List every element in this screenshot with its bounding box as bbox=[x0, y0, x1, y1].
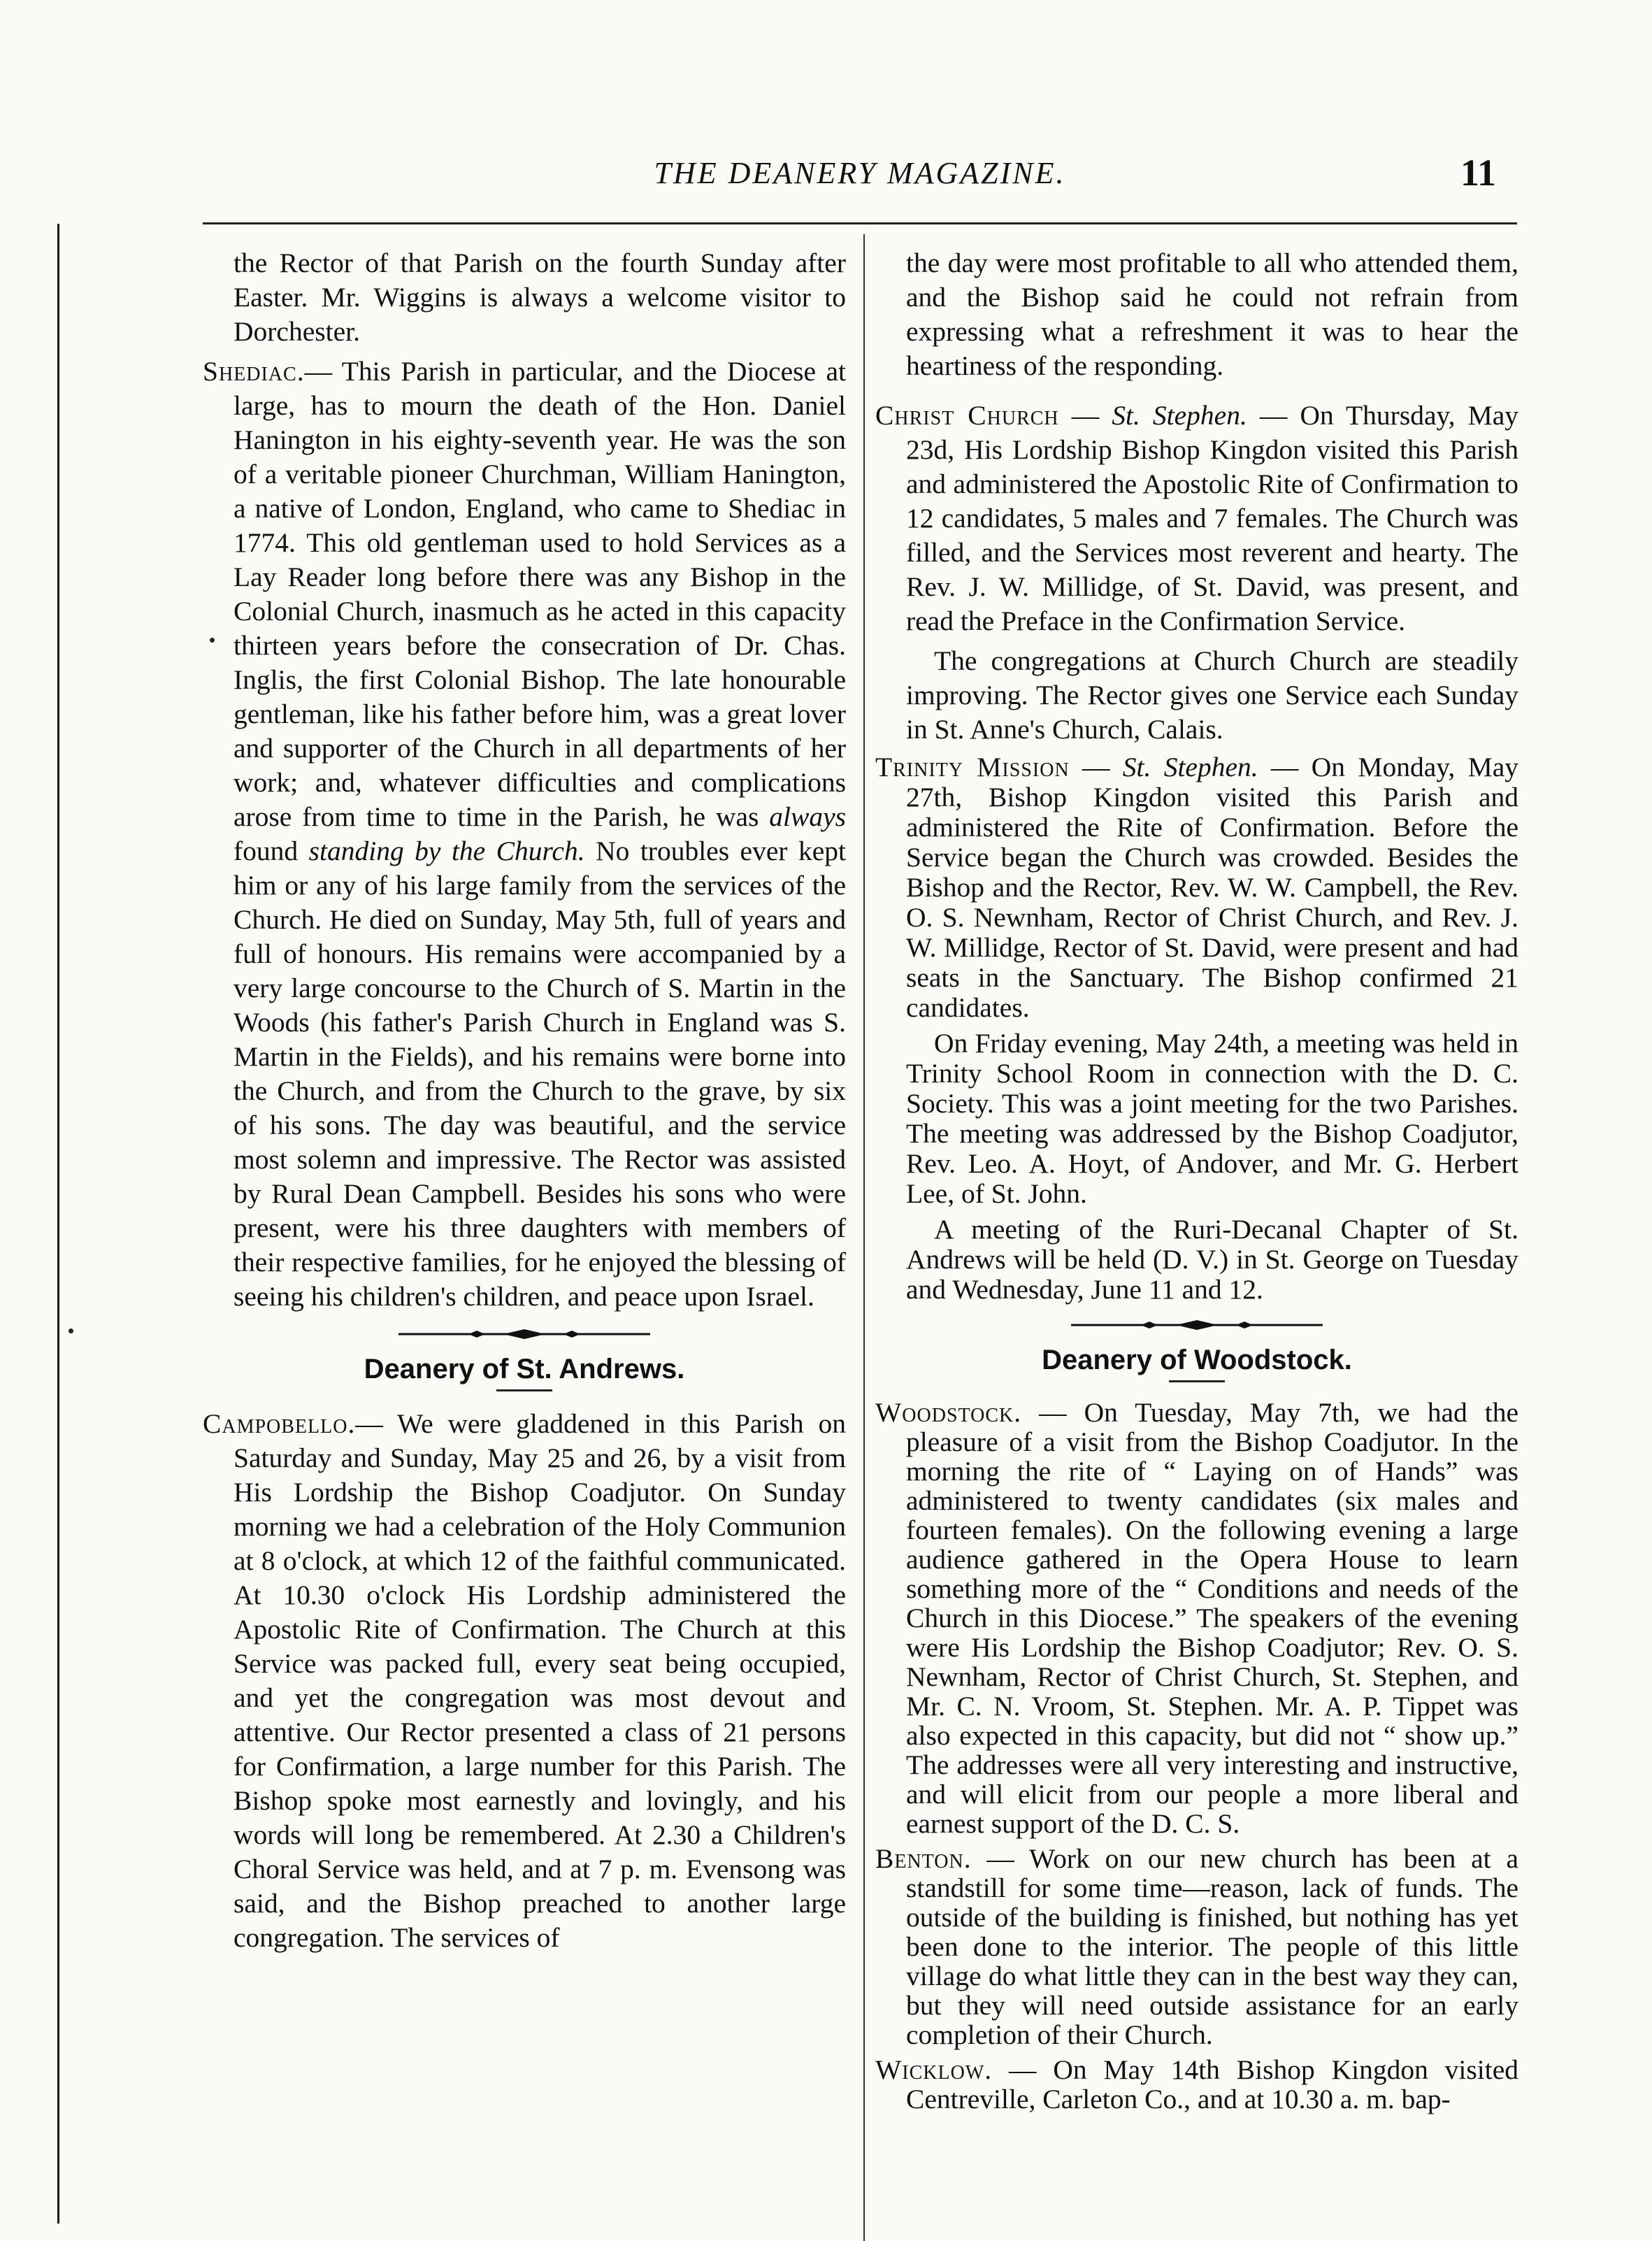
margin-speck bbox=[69, 1329, 73, 1333]
campobello-text: — We were gladdened in this Parish on Saturday and Sunday, May 25 and 26, by a visit from His Lordship the Bishop Coadjutor. On Sunday morning we had a celebration of the Holy Communion at 8 o'clock, at which 12 of the faithful communicated. At 10.30 o'clock His Lordship administered the Apostolic Rite of Confirmation. The Church at this Service was packed full, every seat being occupied, and yet the congregation was most devout and attentive. Our Rector presented a class of 21 persons for Confirmation, a large number for this Parish. The Bishop spoke most earnestly and lovingly, and his words will long be remembered. At 2.30 a Children's Choral Service was held, and at 7 p. m. Evensong was said, and the Bishop preached to another large congregation. The services of bbox=[234, 1408, 846, 1953]
paragraph-christ-church-2: The congregations at Church Church are steadily improving. The Rector gives one Service each Sunday in St. Anne's Church, Calais. bbox=[906, 645, 1518, 745]
benton-text: — Work on our new church has been at a standstill for some time—reason, lack of funds. The outside of the building is finished, but nothing has yet been done to the interior. The people of this little village do what little they can in the best way they can, but they will need outside assistance for an early completion of their Church. bbox=[906, 1843, 1518, 2050]
paragraph-chapter-meeting: A meeting of the Ruri-Decanal Chapter of St. Andrews will be held (D. V.) in St. George on Tuesday and Wednesday, June 11 and 12. bbox=[906, 1214, 1518, 1305]
paragraph-friday-meeting: On Friday evening, May 24th, a meeting was held in Trinity School Room in connection with the D. C. Society. This was a joint meeting for the two Parishes. The meeting was addressed by the Bishop Coadjutor, Rev. Leo. A. Hoyt, of Andover, and Mr. G. Herbert Lee, of St. John. bbox=[906, 1028, 1518, 1209]
heading-underline bbox=[496, 1389, 552, 1391]
shediac-text-1: — This Parish in particular, and the Diocese at large, has to mourn the death of the Hon. Daniel Hanington in his eighty-seventh year. He was the son of a veritable pioneer Churchman, William Hanington, a native of London, England, who came to Shediac in 1774. This old gentleman used to hold Services as a Lay Reader long before there was any Bishop in the Colonial Church, inasmuch as he acted in this capacity thirteen years before the consecration of Dr. Chas. Inglis, the first Colonial Bishop. The late honourable gentleman, like his father before him, was a great lover and supporter of the Church in all departments of her work; and, whatever difficulties and complications arose from time to time in the Parish, he was bbox=[234, 356, 846, 832]
trinity-text: — On Monday, May 27th, Bishop Kingdon visited this Parish and administered the Rite of Confirmation. Before the Service began the Church was crowded. Besides the Bishop and the Rector, Rev. W. W. Campbell, the Rev. O. S. Newnham, Rector of Christ Church, and Rev. J. W. Millidge, Rector of St. David, were present and had seats in the Sanctuary. The Bishop confirmed 21 candidates. bbox=[906, 752, 1519, 1023]
page-number: 11 bbox=[1460, 152, 1496, 194]
dash: — bbox=[1058, 400, 1112, 431]
shediac-emphasis-standing: standing by the Church. bbox=[308, 836, 585, 866]
christ-church-text: — On Thursday, May 23d, His Lordship Bishop Kingdon visited this Parish and administered the Apostolic Rite of Confirmation to 12 candidates, 5 males and 7 females. The Church was filled, and the Services most reverent and hearty. The Rev. J. W. Millidge, of St. David, was present, and read the Preface in the Confirmation Service. bbox=[906, 400, 1519, 636]
right-column bbox=[875, 246, 1518, 2119]
paragraph-benton bbox=[875, 1844, 1518, 2049]
paragraph-campobello bbox=[203, 1407, 846, 1955]
paragraph-wicklow bbox=[875, 2055, 1518, 2114]
magazine-title: THE DEANERY MAGAZINE. bbox=[654, 156, 1066, 190]
paragraph-dorchester: the Rector of that Parish on the fourth Sunday after Easter. Mr. Wiggins is always a welcome visitor to Dorchester. bbox=[234, 248, 846, 347]
section-heading-woodstock: Deanery of Woodstock. bbox=[1042, 1345, 1352, 1375]
section-heading-st-andrews: Deanery of St. Andrews. bbox=[364, 1354, 685, 1384]
wicklow-text: — On May 14th Bishop Kingdon visited Centreville, Carleton Co., and at 10.30 a. m. bap- bbox=[906, 2054, 1518, 2114]
running-header bbox=[203, 152, 1517, 204]
place-name-benton: Benton. bbox=[875, 1843, 972, 1874]
woodstock-block bbox=[875, 1398, 1518, 2114]
town-st-stephen: St. Stephen. bbox=[1122, 752, 1258, 782]
section-ornament bbox=[1071, 1317, 1323, 1333]
heading-underline bbox=[1169, 1380, 1225, 1382]
left-column bbox=[203, 246, 846, 1961]
binding-edge-line bbox=[57, 224, 59, 2224]
place-name-woodstock: Woodstock. bbox=[875, 1397, 1022, 1428]
shediac-text-2: found bbox=[234, 836, 309, 866]
column-divider bbox=[863, 234, 865, 2241]
shediac-emphasis-always: always bbox=[769, 801, 846, 832]
shediac-text-3: No troubles ever kept him or any of his large family from the services of the Church. He died on Sunday, May 5th, full of years and full of honours. His remains were accompanied by a very large concourse to the Church of S. Martin in the Woods (his father's Parish Church in England was S. Martin in the Fields), and his remains were borne into the Church, and from the Church to the grave, by six of his sons. The day was beautiful, and the service most solemn and impressive. The Rector was assisted by Rural Dean Campbell. Besides his sons who were present, were his three daughters with members of their respective families, for he enjoyed the blessing of seeing his children's children, and peace upon Israel. bbox=[234, 836, 846, 1312]
paragraph-woodstock bbox=[875, 1398, 1518, 1838]
paragraph-trinity bbox=[875, 752, 1518, 1023]
place-name-campobello: Campobello. bbox=[203, 1408, 356, 1439]
paragraph-shediac bbox=[203, 355, 846, 1314]
header-rule bbox=[203, 222, 1517, 224]
paragraph-campobello-cont: the day were most profitable to all who attended them, and the Bishop said he could not refrain from expressing what a refreshment it was to hear the heartiness of the responding. bbox=[906, 248, 1518, 381]
place-name-trinity-mission: Trinity Mission bbox=[875, 752, 1070, 782]
place-name-shediac: Shediac. bbox=[203, 356, 305, 387]
dash: — bbox=[1069, 752, 1123, 782]
woodstock-text: — On Tuesday, May 7th, we had the pleasure of a visit from the Bishop Coadjutor. In the morning the rite of “ Laying on of Hands” was administered to twenty candidates (six males and fourteen females). On the following evening a large audience gathered in the Opera House to learn something more of the “ Conditions and needs of the Church in this Diocese.” The speakers of the evening were His Lordship the Bishop Coadjutor; Rev. O. S. Newnham, Rector of Christ Church, St. Stephen, and Mr. C. N. Vroom, St. Stephen. Mr. A. P. Tippet was also expected in this capacity, but did not “ show up.” The addresses were all very interesting and instructive, and will elicit from our people a more liberal and earnest support of the D. C. S. bbox=[906, 1397, 1518, 1839]
paragraph-christ-church bbox=[875, 399, 1518, 638]
place-name-wicklow: Wicklow. bbox=[875, 2054, 993, 2085]
section-ornament bbox=[398, 1326, 650, 1342]
place-name-christ-church: Christ Church bbox=[875, 400, 1059, 431]
town-st-stephen: St. Stephen. bbox=[1112, 400, 1247, 431]
trinity-block bbox=[875, 752, 1518, 1305]
